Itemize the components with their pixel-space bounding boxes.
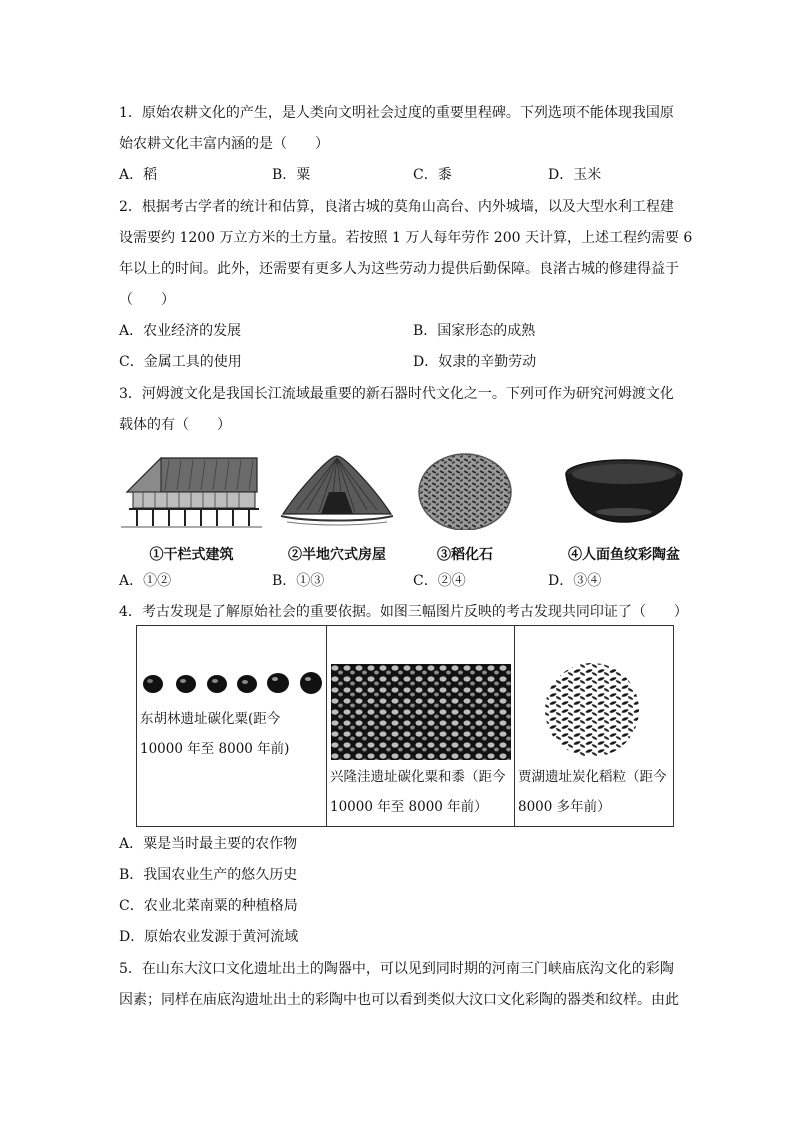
q2-stem-line2: 设需要约 1200 万立方米的土方量。若按照 1 万人每年劳作 200 天计算，上述工程约需要 6: [119, 230, 693, 246]
rice-grains-illustration: [537, 660, 647, 760]
q1-option-a: A．稻: [119, 167, 158, 183]
q2-stem-line1: 2．根据考古学者的统计和估算，良渚古城的莫角山高台、内外城墙，以及大型水利工程建: [119, 199, 674, 215]
q3-figure-caption-2: ②半地穴式房屋: [288, 547, 386, 563]
q4-option-d: D．原始农业发源于黄河流域: [119, 929, 299, 945]
q3-figure-caption-3: ③稻化石: [437, 547, 493, 563]
q4-cell-donghulin: [137, 626, 327, 826]
pit-house-illustration: [277, 452, 397, 530]
q4-cell-jiahu: [515, 626, 673, 826]
q3-figure-pit-house: [277, 452, 397, 564]
rice-fossil-illustration: [415, 452, 515, 530]
q5-stem-line2: 因素；同样在庙底沟遗址出土的彩陶中也可以看到类似大汶口文化彩陶的器类和纹样。由此: [119, 992, 679, 1008]
q4-cell-text-3: 贾湖遗址炭化稻粒（距今 8000 多年前）: [518, 769, 667, 815]
q3-option-c: C．②④: [413, 573, 466, 589]
q2-stem-line3: 年以上的时间。此外，还需要有更多人为这些劳动力提供后勤保障。良渚古城的修建得益于: [119, 261, 679, 277]
q1-stem-line2: 始农耕文化丰富内涵的是（ ）: [119, 136, 329, 152]
q2-option-b: B．国家形态的成熟: [413, 323, 536, 339]
millet-broomcorn-illustration: [331, 664, 511, 760]
q3-figure-row: [119, 452, 699, 564]
q2-option-a: A．农业经济的发展: [119, 323, 242, 339]
pottery-basin-illustration: [549, 452, 699, 530]
q4-option-a: A．粟是当时最主要的农作物: [119, 836, 298, 852]
q3-figure-caption-1: ①干栏式建筑: [149, 547, 234, 563]
q1-option-d: D．玉米: [548, 167, 602, 183]
q2-stem-line4: （ ）: [119, 292, 175, 308]
millet-grains-illustration: [137, 664, 327, 704]
q4-figure-table: [136, 625, 674, 827]
q3-option-a: A．①②: [119, 573, 172, 589]
q3-stem-line1: 3．河姆渡文化是我国长江流域最重要的新石器时代文化之一。下列可作为研究河姆渡文化: [119, 386, 674, 402]
q4-cell-xinglongwa: [327, 626, 515, 826]
q5-stem-line1: 5．在山东大汶口文化遗址出土的陶器中，可以见到同时期的河南三门峡庙底沟文化的彩陶: [119, 961, 674, 977]
q2-option-c: C．金属工具的使用: [119, 354, 242, 370]
q3-figure-rice-fossil: [415, 452, 515, 564]
q1-stem-line1: 1．原始农耕文化的产生，是人类向文明社会过度的重要里程碑。下列选项不能体现我国原: [119, 105, 674, 121]
q4-option-c: C．农业北菜南粟的种植格局: [119, 898, 298, 914]
q4-stem: 4．考古发现是了解原始社会的重要依据。如图三幅图片反映的考古发现共同印证了（ ）: [119, 604, 688, 620]
q1-option-c: C．黍: [413, 167, 452, 183]
q3-option-d: D．③④: [548, 573, 602, 589]
q3-option-b: B．①③: [272, 573, 325, 589]
stilt-house-illustration: [119, 452, 264, 530]
q3-figure-stilt-house: [119, 452, 264, 564]
q4-cell-text-2: 兴隆洼遗址碳化粟和黍（距今 10000 年至 8000 年前）: [330, 769, 506, 815]
q3-stem-line2: 载体的有（ ）: [119, 417, 231, 433]
q2-option-d: D．奴隶的辛勤劳动: [413, 354, 537, 370]
q3-figure-pottery-basin: [549, 452, 699, 564]
q4-cell-text-1: 东胡林遗址碳化粟(距今 10000 年至 8000 年前): [140, 711, 290, 757]
q1-option-b: B．粟: [272, 167, 311, 183]
q3-figure-caption-4: ④人面鱼纹彩陶盆: [568, 547, 680, 563]
q4-option-b: B．我国农业生产的悠久历史: [119, 867, 298, 883]
